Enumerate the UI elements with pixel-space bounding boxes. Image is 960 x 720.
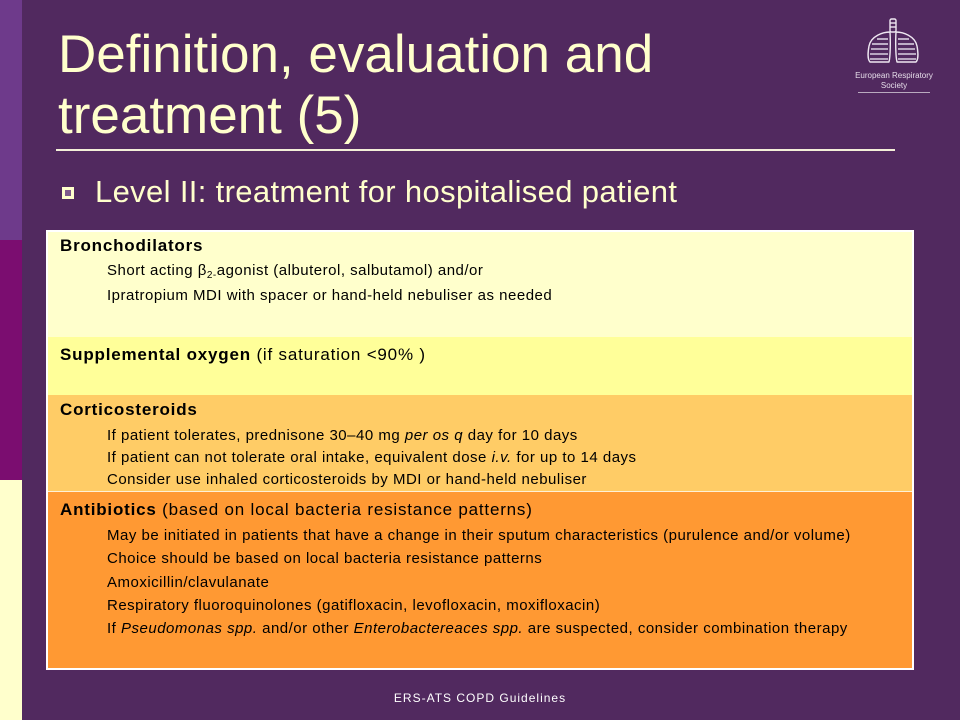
table-row-antibiotics: [48, 491, 912, 668]
row-heading: [60, 398, 912, 422]
row-heading-bold: Corticosteroids: [60, 400, 198, 419]
row-heading: [60, 498, 912, 522]
line-text: are suspected, consider combination therapy: [527, 620, 848, 637]
line-italic: per os q: [404, 427, 464, 444]
square-bullet-icon: [62, 187, 74, 199]
table-line: Respiratory fluoroquinolones (gatifloxacin, levofloxacin, moxifloxacin): [107, 596, 601, 614]
slide-footer: ERS-ATS COPD Guidelines: [393, 691, 567, 705]
line-text: day for 10 days: [467, 427, 578, 444]
title-divider: [56, 149, 895, 151]
line-subscript: 2-: [206, 270, 217, 281]
left-strip-bottom: [0, 480, 22, 720]
table-line: Amoxicillin/clavulanate: [107, 573, 270, 591]
row-heading-bold: Bronchodilators: [60, 236, 204, 255]
row-heading-bold: Antibiotics: [60, 500, 157, 519]
line-text: agonist (albuterol, salbutamol) and/or: [216, 262, 484, 279]
table-line: Ipratropium MDI with spacer or hand-held nebuliser as needed: [107, 287, 553, 304]
table-row-bronchodilators: [48, 232, 912, 337]
logo-line-1: European Respiratory: [855, 71, 933, 80]
row-heading-bold: Supplemental oxygen: [60, 345, 251, 364]
logo-line-2: Society: [880, 81, 908, 90]
table-line: [107, 617, 912, 640]
slide-title: Definition, evaluation and treatment (5): [58, 25, 654, 145]
table-line: May be initiated in patients that have a change in their sputum characteristics (purulence and/or volume): [107, 527, 851, 544]
table-line: [107, 447, 912, 469]
table-line: Consider use inhaled corticosteroids by MDI or hand-held nebuliser: [107, 471, 587, 488]
row-heading-note: (based on local bacteria resistance patterns): [162, 500, 533, 519]
line-italic: i.v.: [491, 449, 512, 466]
row-heading: [60, 234, 912, 258]
line-text: If patient can not tolerate oral intake, equivalent dose: [107, 449, 487, 466]
left-strip-middle: [0, 240, 22, 480]
row-lines: [107, 425, 912, 491]
left-strip-top: [0, 0, 22, 240]
line-text: and/or other: [262, 620, 349, 637]
lungs-icon: [865, 18, 921, 64]
line-text: If: [107, 620, 117, 637]
treatment-table: [46, 230, 914, 670]
line-italic: Enterobactereaces spp.: [353, 620, 524, 637]
row-heading: [60, 343, 912, 367]
row-lines: [107, 258, 912, 308]
line-text: If patient tolerates, prednisone 30–40 mg: [107, 427, 401, 444]
table-row-corticosteroids: [48, 395, 912, 491]
table-row-supplemental-oxygen: [48, 337, 912, 395]
row-lines: [107, 524, 912, 640]
line-text: for up to 14 days: [516, 449, 637, 466]
logo-text: [854, 71, 934, 91]
line-italic: Pseudomonas spp.: [121, 620, 258, 637]
table-line: [107, 258, 912, 283]
row-heading-note: (if saturation <90% ): [256, 345, 426, 364]
line-text: Short acting β: [107, 262, 207, 279]
table-line: Choice should be based on local bacteria resistance patterns: [107, 550, 543, 568]
bullet-text: Level II: treatment for hospitalised patient: [95, 174, 678, 209]
table-line: [107, 425, 912, 447]
logo-divider: [858, 92, 930, 93]
